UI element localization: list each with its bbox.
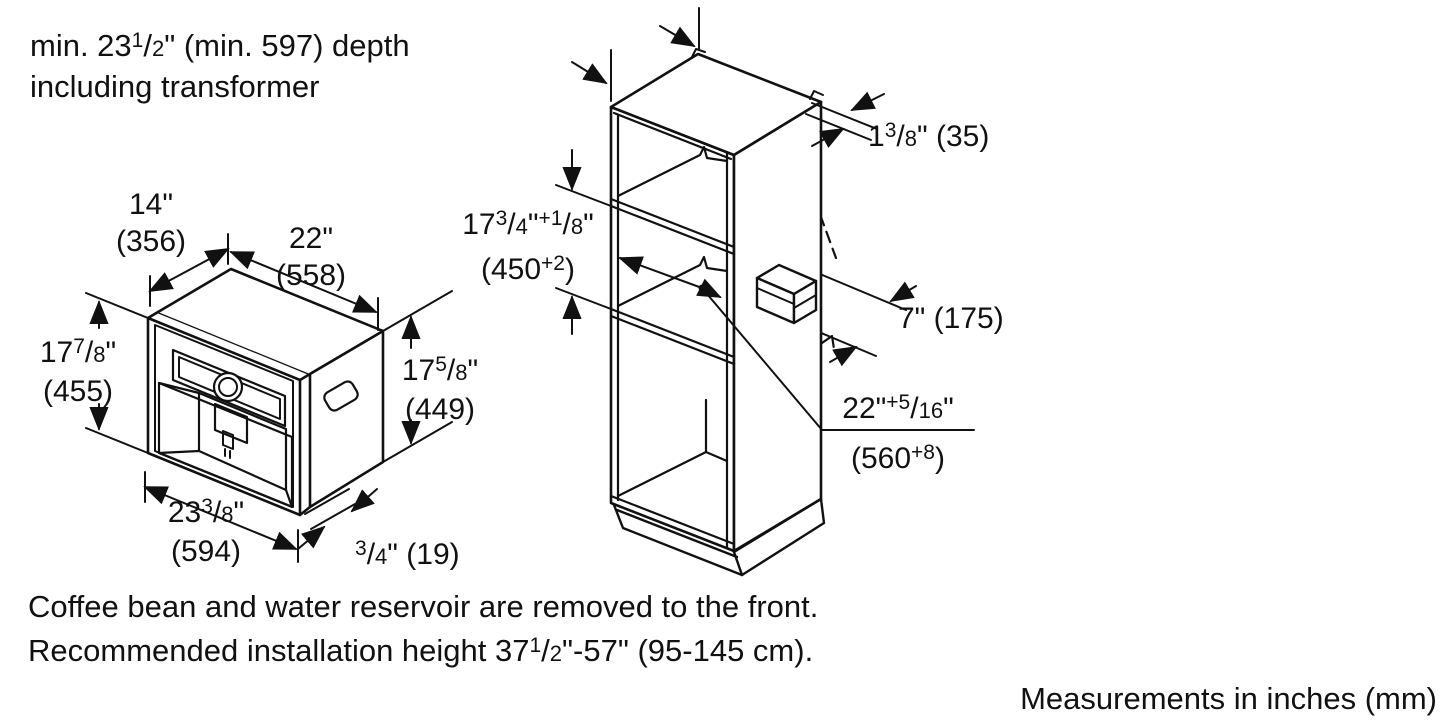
depth-note-line1: min. $23^1/2$" (min. 597) depth bbox=[30, 28, 410, 63]
dim-label-niche-width-mm: $(560^{+8})$ bbox=[851, 441, 945, 475]
caption-line2: Recommended installation height $37^1/2"-57$" (95-145 cm). bbox=[28, 633, 814, 668]
depth-note bbox=[30, 22, 410, 106]
dim-label-niche-width-in: 22"$^{+5}$/16" bbox=[842, 391, 954, 425]
cabinet-side-face bbox=[734, 102, 821, 551]
units-note: Measurements in inches (mm) bbox=[1020, 681, 1437, 716]
dim-label-front-width: $23^3/8$" (594) bbox=[167, 495, 245, 568]
dim-label-front-height: $17^7/8$" (455) bbox=[39, 335, 117, 408]
depth-note-line2: including transformer bbox=[30, 69, 320, 104]
caption-line1: Coffee bean and water reservoir are removed to the front. bbox=[28, 589, 819, 624]
cabinet-front-face bbox=[611, 107, 734, 551]
dim-label-body-height: $17^5/8$" (449) bbox=[401, 353, 479, 426]
coffee-machine-drawing bbox=[148, 269, 383, 515]
dim-label-top-depth: 14" (356) bbox=[115, 188, 187, 258]
dim-label-front-thickness: $^3$/4" (19) bbox=[355, 537, 460, 571]
dim-label-body-width: 22" (558) bbox=[275, 222, 347, 292]
dim-label-niche-height: $17^3/4"^{+1}/8$" $(450^{+2})$ bbox=[462, 207, 594, 286]
dim-label-clearance: 7" (175) bbox=[898, 302, 1004, 335]
dim-label-side-panel: $1^3/8$" (35) bbox=[868, 119, 990, 153]
